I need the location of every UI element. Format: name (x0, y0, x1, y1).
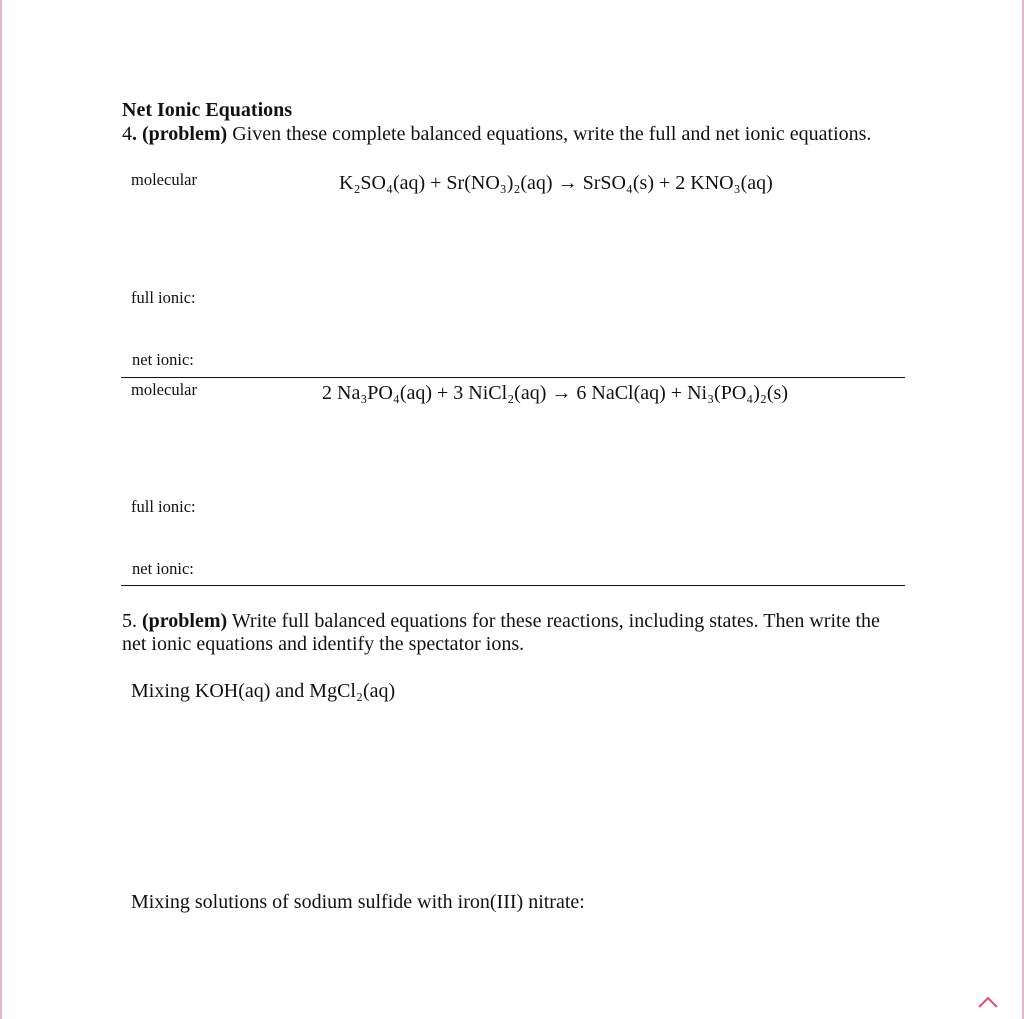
divider-1 (121, 377, 905, 378)
problem-5-text-1: Write full balanced equations for these reactions, including states. Then write the (227, 610, 880, 632)
problem-4-tag: (problem) (137, 123, 228, 145)
scroll-up-button[interactable] (976, 994, 1000, 1010)
task-mixing-koh-mgcl2: Mixing KOH(aq) and MgCl₂(aq) (131, 680, 396, 702)
task-mixing-sodium-sulfide-iron-nitrate: Mixing solutions of sodium sulfide with iron(III) nitrate: (131, 891, 585, 913)
problem-5-tag: (problem) (142, 610, 228, 632)
problem-5-statement (122, 610, 912, 656)
molecular-equation-2: 2 Na₃PO₄(aq) + 3 NiCl₂(aq) → 6 NaCl(aq) + Ni₃(PO₄)₂(s) (322, 382, 788, 404)
molecular-label-1: molecular (131, 170, 197, 189)
full-ionic-label-1: full ionic: (131, 288, 196, 307)
net-ionic-label-1: net ionic: (132, 350, 194, 369)
divider-2 (121, 585, 905, 586)
net-ionic-label-2: net ionic: (132, 559, 194, 578)
problem-4-dot: . (132, 123, 137, 145)
molecular-label-2: molecular (131, 380, 197, 399)
problem-4-number: 4 (122, 123, 132, 145)
problem-4-statement (122, 123, 871, 146)
page-edge-left (0, 0, 2, 1019)
problem-5-number: 5. (122, 610, 142, 632)
problem-5-line-2: net ionic equations and identify the spectator ions. (122, 633, 525, 655)
problem-5-line-1 (122, 610, 912, 633)
chevron-up-icon (976, 994, 1000, 1010)
problem-4-text: Given these complete balanced equations, write the full and net ionic equations. (227, 123, 872, 145)
section-title: Net Ionic Equations (122, 99, 293, 121)
molecular-equation-1: K₂SO₄(aq) + Sr(NO₃)₂(aq) → SrSO₄(s) + 2 KNO₃(aq) (339, 172, 773, 194)
full-ionic-label-2: full ionic: (131, 497, 196, 516)
